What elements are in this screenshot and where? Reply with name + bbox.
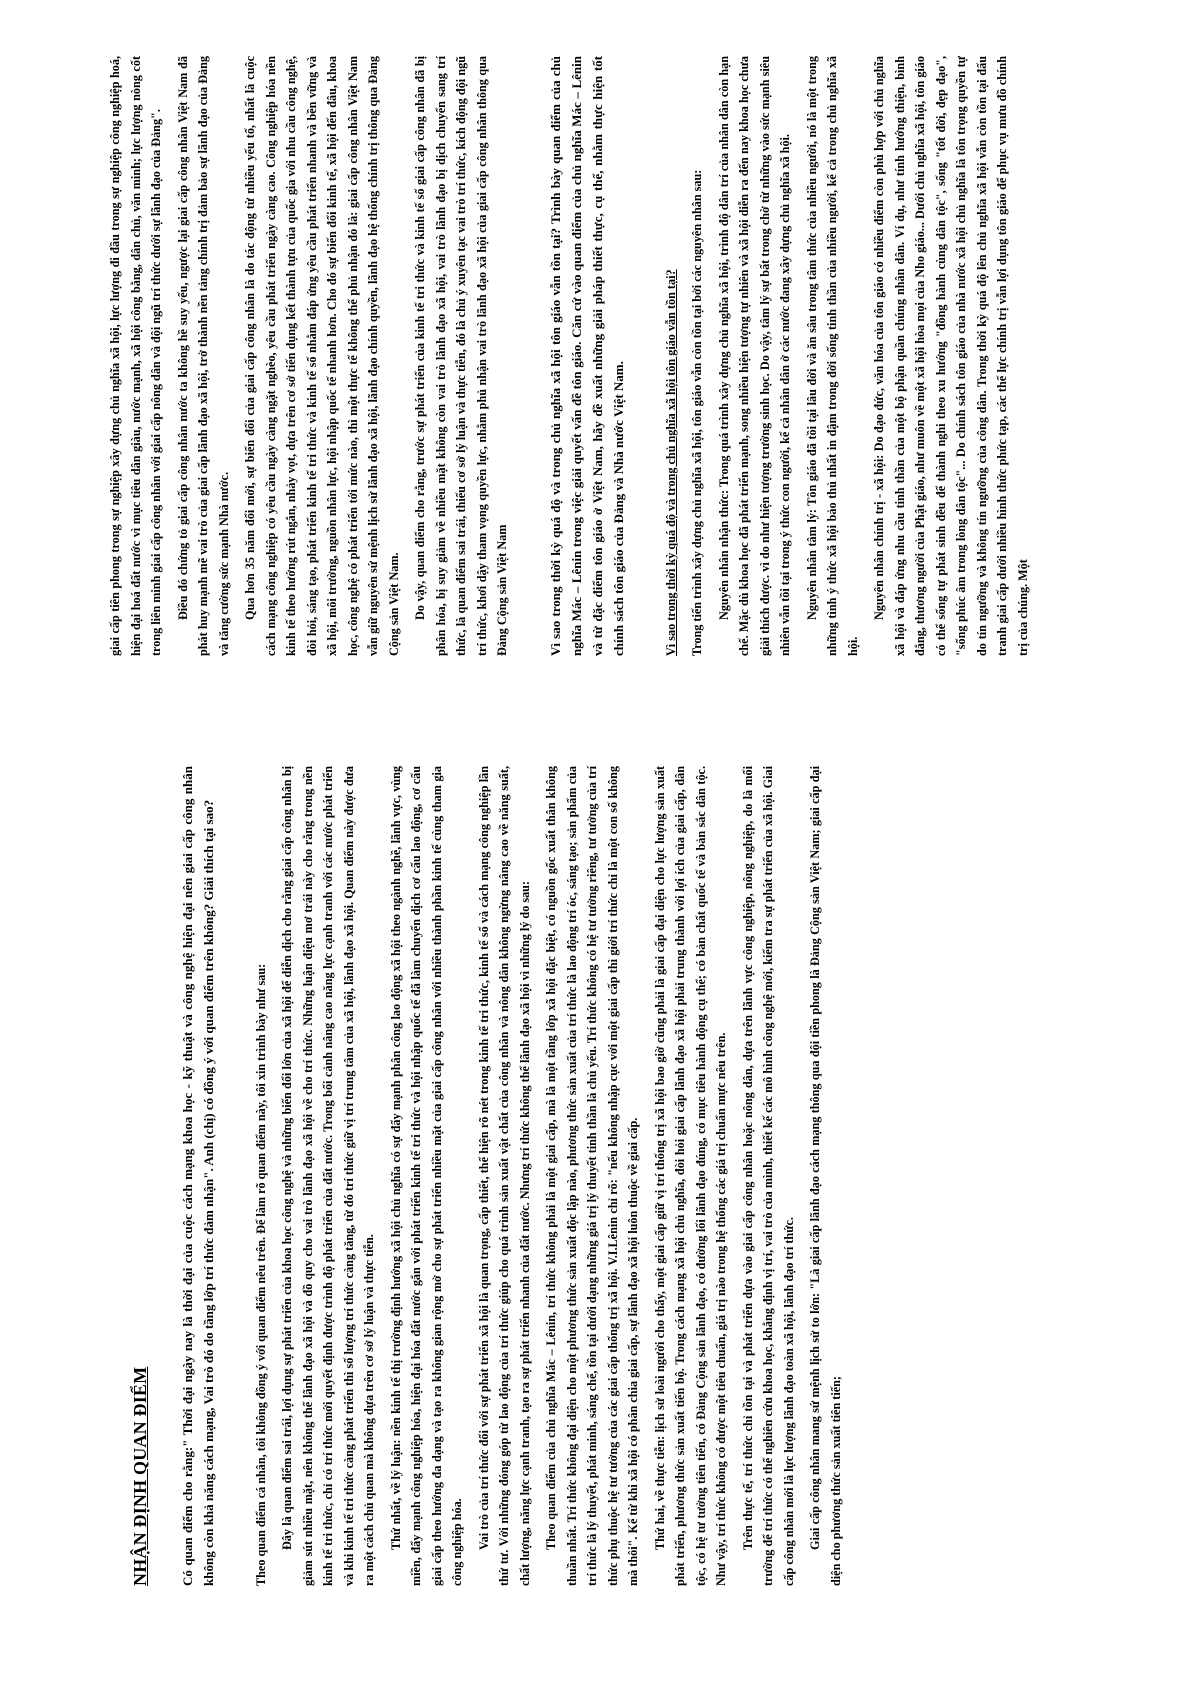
paragraph: Theo quan điểm của chủ nghĩa Mác – Lênin, trí thức không phải là một giai cấp, mà là một tầng lớp xã hội đặc biệt, có nguồn gốc xuất thân không thuần nhất. Trí thức không đại diện cho một phương thức sản xuất độc lập nào, phương thức sản xuất của trí thức là lao động trí óc, sáng tạo; sản phẩm của trí thức là lý thuyết, phát minh, sáng chế, tồn tại dưới dạng những giá trị lý thuyết tinh thần là chủ yếu. Trí thức không có hệ tư tưởng riêng, tư tưởng của trí thức phụ thuộc hệ tư tưởng của các giai cấp thống trị xã hội. V.I.Lênin chỉ rõ: "nếu không nhập cục với một giai cấp thì giới trí thức chỉ là một con số không mà thôi". Kể từ khi xã hội có phân chia giai cấp, sự lãnh đạo xã hội luôn thuộc về giai cấp.	[544, 766, 640, 1586]
paragraph: Trong tiến trình xây dựng chủ nghĩa xã hội, tôn giáo vẫn còn tồn tại bởi các nguyên nhân sau:	[690, 169, 704, 656]
paragraph: Nguyên nhân nhận thức: Trong quá trình xây dựng chủ nghĩa xã hội, trình độ dân trí của nhân dân còn hạn chế. Mặc dù khoa học đã phát triển mạnh, song nhiều hiện tượng tự nhiên và xã hội diễn ra đến nay khoa học chưa giải thích được. vì do như hiện tượng trường sinh học. Do vậy, tâm lý sự bất trong chờ từ những vào sức mạnh siêu nhiên vẫn tồi tại trong ý thức con người, kể cả nhân dân ở các nước đang xây dựng chủ nghĩa xã hội.	[716, 56, 792, 656]
paragraph: Giai cấp công nhân mang sứ mệnh lịch sử to lớn: "Là giai cấp lãnh đạo cách mạng thông qua đội tiền phong là Đảng Cộng sản Việt Nam; giai cấp đại diện cho phương thức sản xuất tiên tiến;	[808, 766, 843, 1586]
paragraph: Nguyên nhân tâm lý: Tôn giáo đã tồi tại lâu đời và ăn sâu trong tâm thức của nhiều người, nó là một trong những tình ý thức xã hội bảo thủ nhất in đậm trong đời sống tinh thần của nhiều người, kể cả trong chủ nghĩa xã hội.	[804, 56, 860, 656]
paragraph: Theo quan điểm cá nhân, tôi không đồng ý với quan điểm nêu trên. Để làm rõ quan điểm này, tôi xin trình bày như sau:	[253, 963, 268, 1586]
right-column	[105, 56, 1039, 656]
paragraph: Trên thực tế, trí thức chỉ tồn tại và phát triển dựa vào giai cấp công nhân hoặc nông dân, dựa trên lãnh vực công nghiệp, nông nghiệp, do là mối trường để trí thức có thể nghiên cứu khoa học, khẳng định vị trí, vai trò của mình, thiết kế các mô hình công nghệ mới, kiểm tra sự phát triển của xã hội. Giai cấp công nhân mới là lực lượng lãnh đạo toàn xã hội, lãnh đạo trí thức.	[740, 766, 796, 1586]
paragraph: Đây là quan điểm sai trái, lợi dụng sự phát triển của khoa học công nghệ và những biến đổi lớn của xã hội để diễn dịch cho rằng giai cấp công nhân bị giảm sút nhiều mặt, nên không thể lãnh đạo xã hội và đồ quy cho vai trò lãnh đạo xã hội về cho trí thức. Những luận điệu mơ trái này cho rằng trong nền kinh tế tri thức, chỉ có trí thức mới quyết định được trình độ phát triển của đất nước. Trong bối cảnh nâng cao năng lực cạnh tranh với các nước phát triển và khi kinh tế tri thức càng phát triển thì số lượng trí thức càng tăng, từ đó trí thức giữ vị trí trung tâm của xã hội, lãnh đạo xã hội. Quan điểm này được đưa ra một cách chủ quan mà không dựa trên cơ sở lý luận và thực tiễn.	[280, 766, 376, 1586]
paragraph: Nguyên nhân chính trị - xã hội: Do đạo đức, văn hóa của tôn giáo có nhiều điểm còn phù hợp với chủ nghĩa xã hội và đáp ứng nhu cầu tinh thần của một bộ phận quần chúng nhân dân. Ví dụ, như tính hướng thiện, bình đẳng, thương người của Phật giáo, như muôn về một xã hội hòa mọi của Nho giáo... Dưới chủ nghĩa xã hội, tôn giáo có thể sống tự phát sinh đều để thành nghi theo xu hướng "đồng hành cùng dân tộc", sống "tốt đời, đẹp đạo", "sống phúc âm trong lòng dân tộc"... Do chính sách tôn giáo của nhà nước xã hội chủ nghĩa là tôn trọng quyền tự do tín ngưỡng và không tín ngưỡng của công dân. Trong thời kỳ quá độ lên chủ nghĩa xã hội vẫn còn tồn tại đấu tranh giai cấp dưới nhiều hình thức phức tạp, các thế lực chính trị vẫn lợi dụng tôn giáo để phục vụ mưu đồ chính trị của chúng. Một	[872, 56, 1030, 656]
question-2: Vì sao trong thời kỳ quá độ và trong chủ nghĩa xã hội tôn giáo vẫn tồn tại? Trình bày quan điểm của chủ nghĩa Mác – Lênin trong việc giải quyết vấn đề tôn giáo. Căn cứ vào quan điểm của chủ nghĩa Mác – Lênin và từ đặc điểm tôn giáo ở Việt Nam, hãy đề xuất những giải pháp thiết thực, cụ thể, nhằm thực hiện tốt chính sách tôn giáo của Đảng và Nhà nước Việt Nam.	[547, 56, 626, 656]
paragraph: Do vậy, quan điểm cho rằng, trước sự phát triển của kinh tế tri thức và kinh tế số giai cấp công nhân đã bị phân hóa, bị suy giảm về nhiều mặt không còn vai trò lãnh đạo xã hội, vai trò lãnh đạo bị dịch chuyển sang trí thức, là quan điểm sai trái, thiếu cơ sở lý luận và thực tiễn, đó là chủ ý xuyên tạc vai trò trí thức, kích động đội ngũ trí thức, khơi dậy tham vọng quyền lực, nhằm phủ nhận vai trò lãnh đạo xã hội của giai cấp công nhân thông qua Đảng Cộng sản Việt Nam	[413, 56, 509, 656]
question-1: Có quan điểm cho rằng:" Thời đại ngày nay là thời đại của cuộc cách mạng khoa học - kỹ thuật và công nghệ hiện đại nên giai cấp công nhân không còn khả năng cách mạng, Vai trò đó do tầng lớp trí thức đảm nhận". Anh (chị) có đồng ý với quan điểm trên không? Giải thích tại sao?	[179, 766, 216, 1586]
paragraph: Vai trò của trí thức đối với sự phát triển xã hội là quan trọng, cấp thiết, thể hiện rõ nét trong kinh tế tri thức, kinh tế số và cách mạng công nghiệp lần thứ tư. Với những đóng góp từ lao động của trí thức giúp cho quá trình sản xuất vật chất của công nhân và nông dân không ngừng nâng cao về năng suất, chất lượng, năng lực cạnh tranh, tạo ra sự phát triển nhanh của đất nước. Nhưng trí thức không thể lãnh đạo xã hội vì những lý do sau:	[476, 766, 532, 1586]
paragraph: Thứ hai, về thực tiễn: lịch sử loài người cho thấy, một giai cấp giữ vị trí thống trị xã hội bao giờ cũng phải là giai cấp đại diện cho lực lượng sản xuất phát triển, phương thức sản xuất tiến bộ. Trong cách mạng xã hội chủ nghĩa, đòi hỏi giai cấp lãnh đạo xã hội phải trung thành với lợi ích của giai cấp, dân tộc, có hệ tư tưởng tiên tiến, có Đảng Cộng sản lãnh đạo, có đường lối lãnh đạo đúng, có mục tiêu hành động cụ thể; có bản chất quốc tế và bản sắc dân tộc. Như vậy, trí thức không có được một tiêu chuẩn, giá trị nào trong hệ thống các giá trị chuẩn mực nêu trên.	[652, 766, 728, 1586]
left-column	[130, 766, 852, 1586]
paragraph: Điều đó chứng tỏ giai cấp công nhân nước ta không hề suy yếu, ngược lại giai cấp công nhân Việt Nam đã phát huy mạnh mẽ vai trò của giai cấp lãnh đạo xã hội, trở thành nền tảng chính trị đảm bảo sự lãnh đạo của Đảng và tăng cường sức mạnh Nhà nước.	[175, 56, 231, 656]
section-heading: Vì sao trong thời kỳ quá độ và trong chủ nghĩa xã hội tôn giáo vẫn tồn tại?	[663, 269, 678, 656]
paragraph: giai cấp tiên phong trong sự nghiệp xây dựng chủ nghĩa xã hội, lực lượng đi đầu trong sự nghiệp công nghiệp hoá, hiện đại hoá đất nước vì mục tiêu dân giàu, nước mạnh, xã hội công bằng, dân chủ, văn minh; lực lượng nòng cốt trong liên minh giai cấp công nhân với giai cấp nông dân và đội ngũ trí thức dưới sự lãnh đạo của Đảng".	[108, 56, 163, 656]
paragraph: Thứ nhất, về lý luận: nền kinh tế thị trường định hướng xã hội chủ nghĩa có sự đẩy mạnh phân công lao động xã hội theo ngành nghề, lãnh vực, vùng miền, đẩy mạnh công nghiệp hóa, hiện đại hóa đất nước gắn với phát triển kinh tế tri thức và hội nhập quốc tế đã làm chuyển dịch cơ cấu lao động, cơ cấu giai cấp theo hướng đa dạng và tạo ra không gian rộng mở cho sự phát triển nhiều mặt của giai cấp công nhân với nhiều thành phần kinh tế cùng tham gia công nghiệp hóa.	[388, 766, 464, 1586]
page-title: NHẬN ĐỊNH QUAN ĐIỂM	[130, 1366, 150, 1586]
paragraph: Qua hơn 35 năm đổi mới, sự biến đổi của giai cấp công nhân là do tác động từ nhiều yếu tố, nhất là cuộc cách mạng công nghiệp có yêu cầu ngày càng ngặt nghèo, yêu cầu phát triển ngày càng cao. Công nghiệp hóa nền kinh tế theo hướng rút ngắn, nhảy vọt, dựa trên cơ sở tiến dụng kết thành tựu của quốc gia với nhu cầu công nghệ, đòi hỏi, sáng tạo, phát triển kinh tế tri thức và kinh tế số nhằm đáp ứng yêu cầu phát triển nhanh và bền vững và xã hội, môi trường, nguồn nhân lực, hội nhập quốc tế nhanh hơn. Cho đó sự biến đổi kinh tế, xã hội đến đâu, khoa học, công nghệ có phát triển tới mức nào, thì một thực tế không thể phủ nhận đó là: giai cấp công nhân Việt Nam vẫn giữ nguyên sứ mệnh lịch sử lãnh đạo xã hội, lãnh đạo chính quyền, lãnh đạo hệ thống chính trị thông qua Đảng Cộng sản Việt Nam.	[243, 56, 401, 656]
